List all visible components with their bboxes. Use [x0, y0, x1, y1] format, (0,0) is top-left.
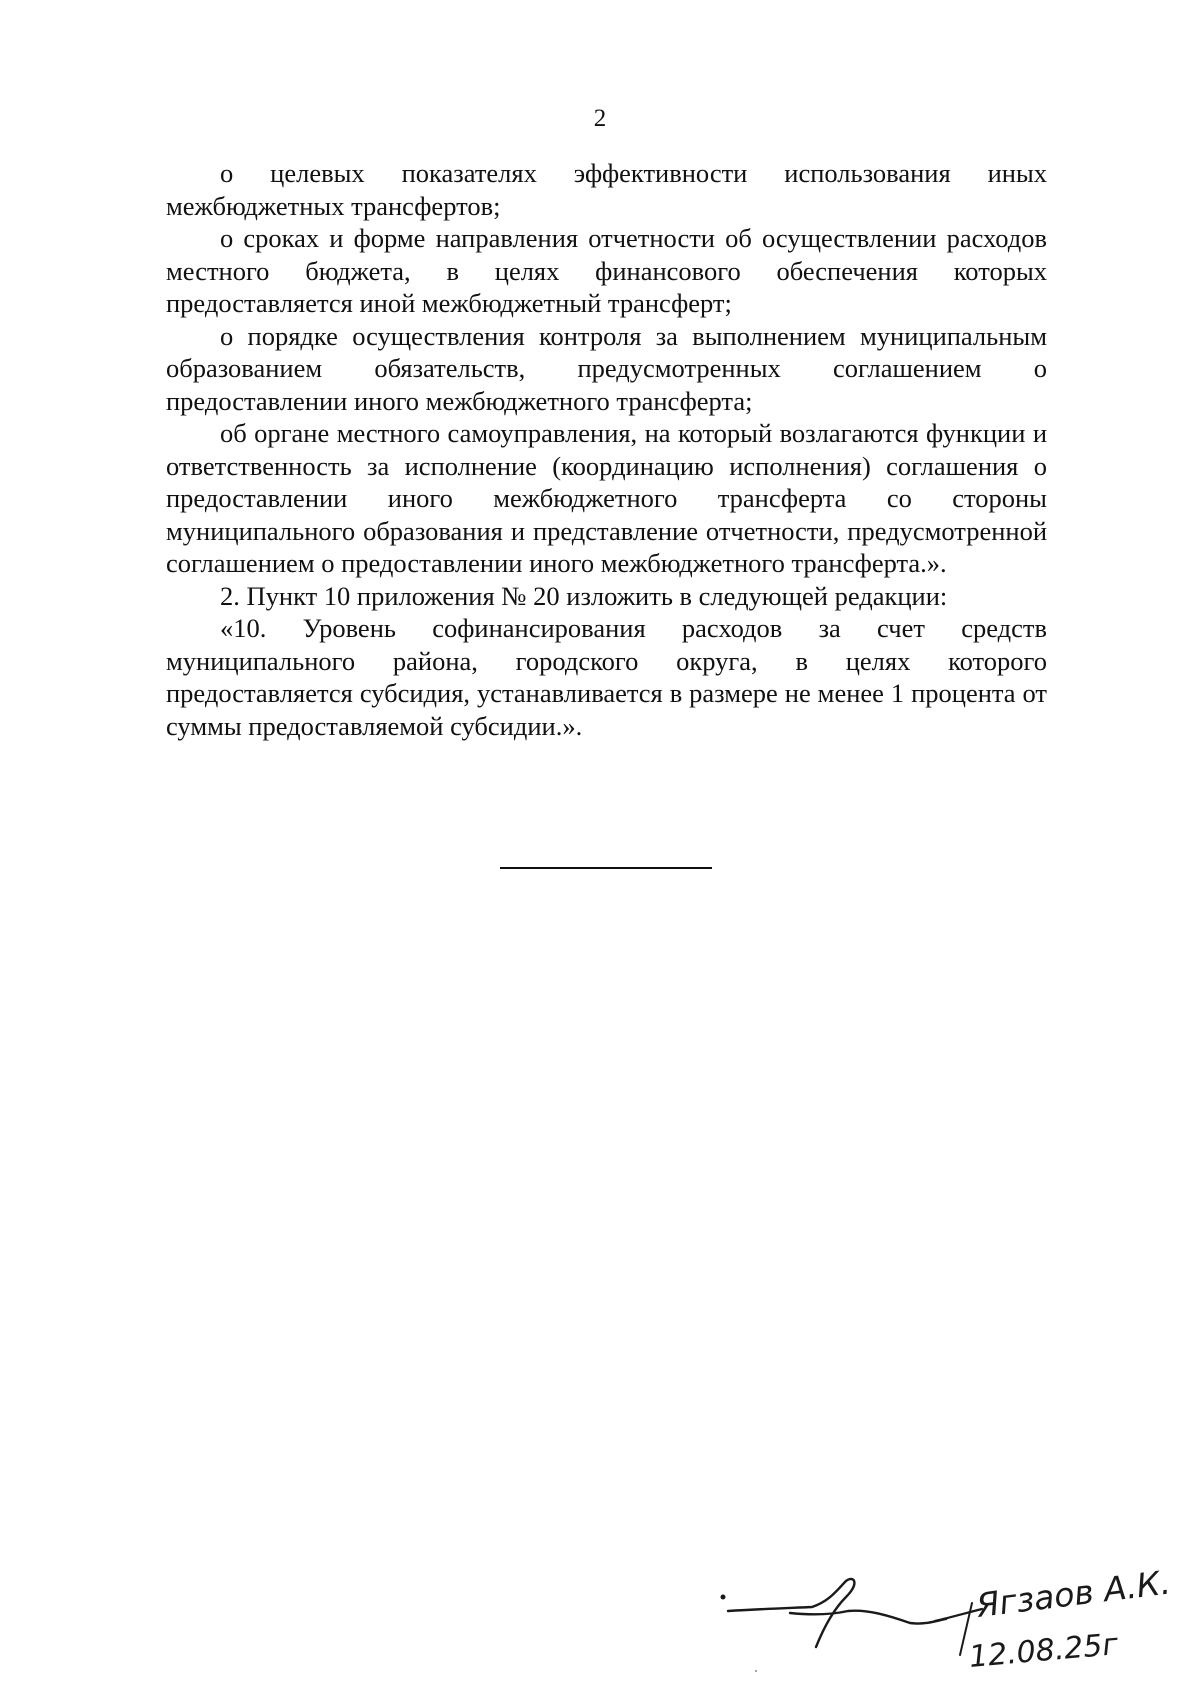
scan-speck: [755, 1670, 757, 1672]
signature-graphic: [720, 1562, 1180, 1695]
document-body: [166, 157, 1047, 742]
page-number: 2: [593, 105, 607, 132]
signature-name: Ягзаов А.К.: [974, 1562, 1173, 1625]
paragraph-reporting-terms: о сроках и форме направления отчетности об осуществлении расходов местного бюджета, в целях финансового обеспечения которых предоставляется иной межбюджетный трансферт;: [166, 223, 1047, 318]
paragraph-target-indicators: о целевых показателях эффективности использования иных межбюджетных трансфертов;: [166, 158, 1047, 221]
signature-date: 12.08.25г: [967, 1627, 1120, 1675]
end-of-text-rule: [500, 867, 712, 869]
handwritten-signature: [720, 1562, 1180, 1695]
paragraph-responsible-body: об органе местного самоуправления, на который возлагаются функции и ответственность за исполнение (координацию исполнения) соглашения о предоставлении иного межбюджетного трансферта со стороны муниципального образования и представление отчетности, предусмотренной соглашением о предоставлении иного межбюджетного трансферта.».: [166, 418, 1047, 578]
paragraph-point-2: 2. Пункт 10 приложения № 20 изложить в следующей редакции:: [220, 580, 948, 611]
paragraph-point-10: «10. Уровень софинансирования расходов за счет средств муниципального района, городского округа, в целях которого предоставляется субсидия, устанавливается в размере не менее 1 процента от суммы предоставляемой субсидии.».: [166, 613, 1047, 741]
paragraph-control-procedure: о порядке осуществления контроля за выполнением муниципальным образованием обязательств, предусмотренных соглашением о предоставлении иного межбюджетного трансферта;: [166, 320, 1047, 416]
